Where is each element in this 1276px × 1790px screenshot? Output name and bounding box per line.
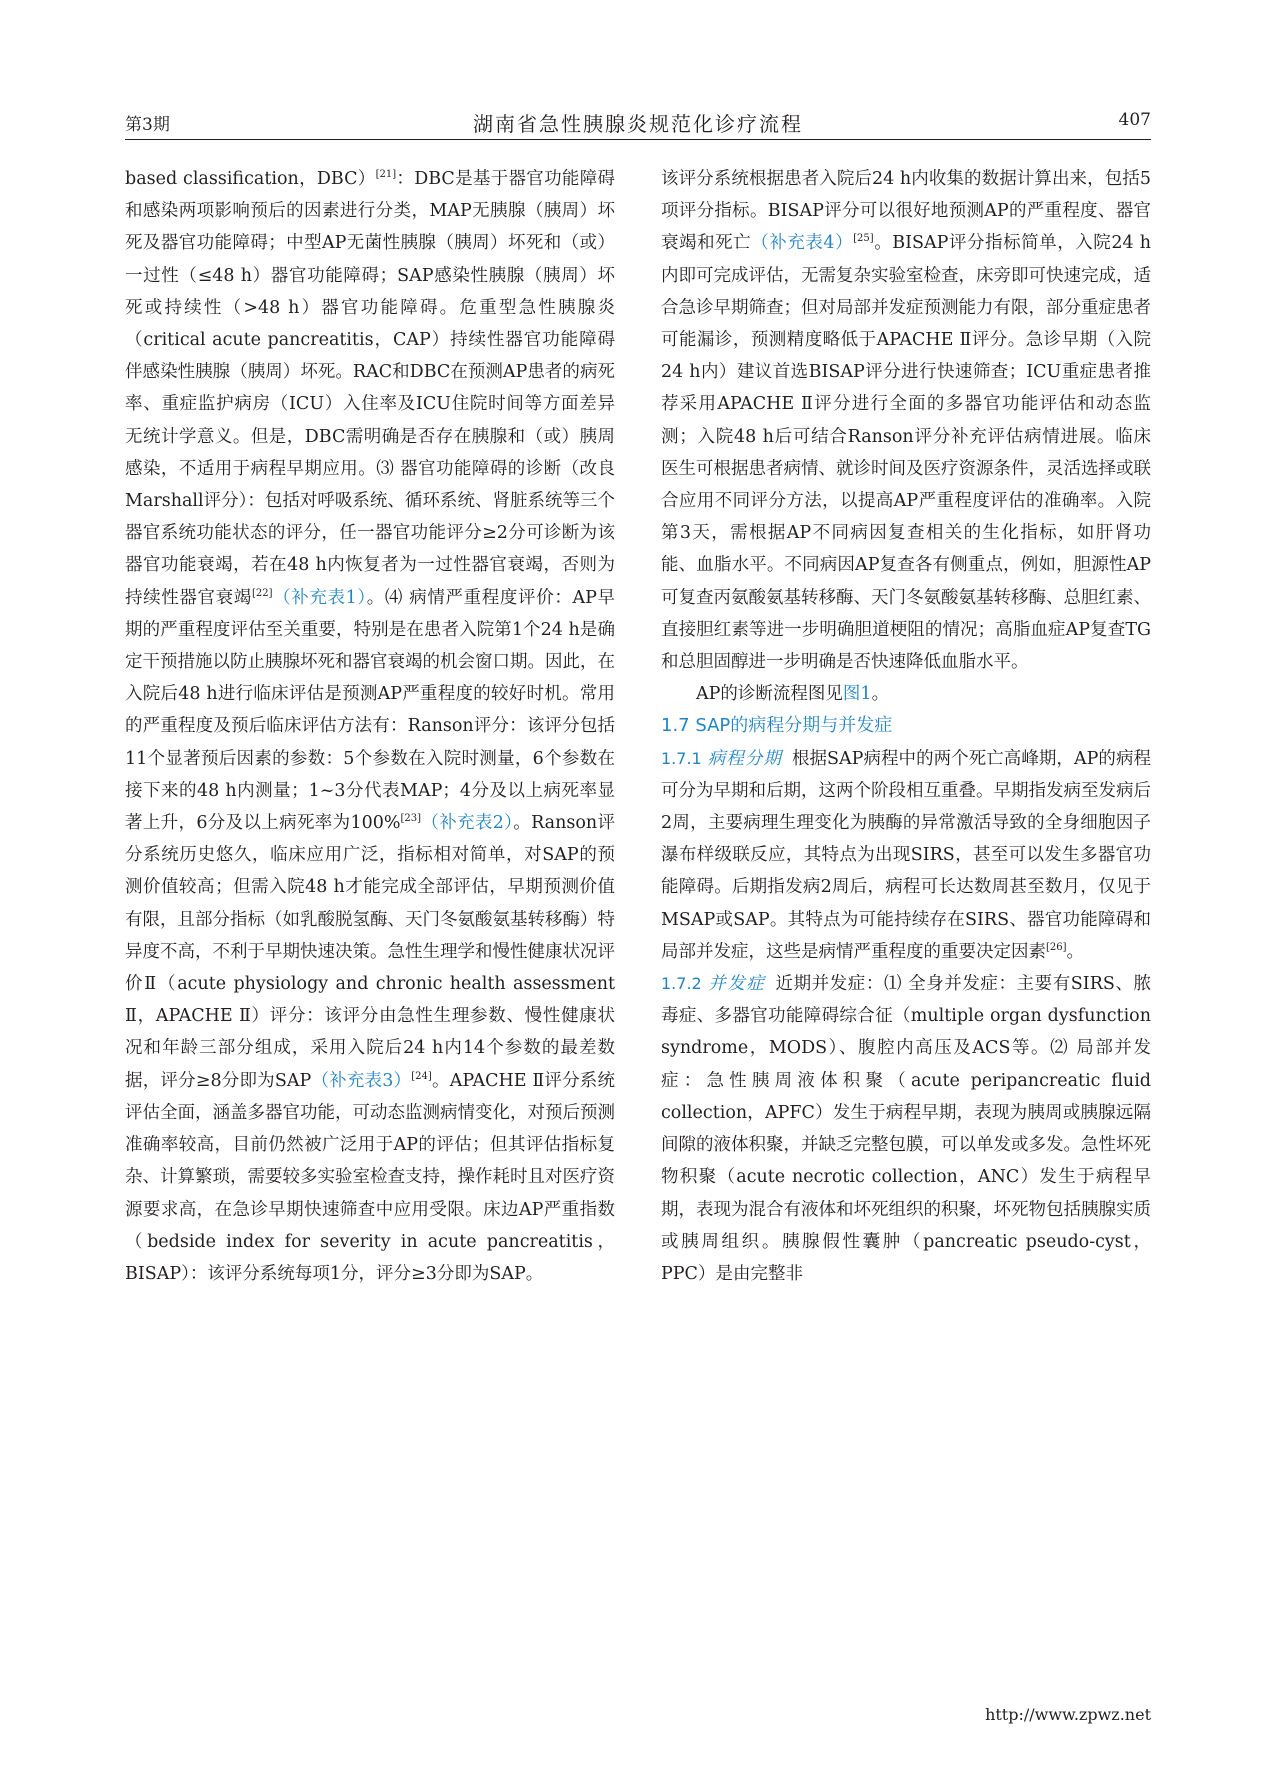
issue-number: 第3期 <box>125 115 170 135</box>
supplementary-table-2-link[interactable]: （补充表2） <box>421 813 514 834</box>
subsection-number: 1.7.2 <box>661 974 702 994</box>
text-run: 。BISAP评分指标简单，入院24 h内即可完成评估，无需复杂实验室检查，床旁即可快速完成，适合急诊早期筛查；但对局部并发症预测能力有限，部分重症患者可能漏诊，预测精度略低于APACHE Ⅱ评分。急诊早期（入院24 h内）建议首选BISAP评分进行快速筛查；ICU重症患者推荐采用APACHE Ⅱ评分进行全面的多器官功能评估和动态监测；入院48 h后可结合Ranson评分补充评估病情进展。临床医生可根据患者病情、就诊时间及医疗资源条件，灵活选择或联合应用不同评分方法，以提高AP严重程度评估的准确率。入院第3天，需根据AP不同病因复查相关的生化指标，如肝肾功能、血脂水平。不同病因AP复查各有侧重点，例如，胆源性AP可复查丙氨酸氨基转移酶、天门冬氨酸氨基转移酶、总胆红素、直接胆红素等进一步明确胆道梗阻的情况；高脂血症AP复查TG和总胆固醇进一步明确是否快速降低血脂水平。 <box>661 233 1151 673</box>
citation-ref-24[interactable]: [24] <box>411 1070 432 1082</box>
text-run: based classification，DBC） <box>125 169 376 189</box>
supplementary-table-1-link[interactable]: （补充表1） <box>272 587 367 608</box>
left-paragraph <box>125 163 615 1290</box>
citation-ref-26[interactable]: [26] <box>1046 942 1067 954</box>
journal-website-url[interactable]: http://www.zpwz.net <box>985 1705 1151 1724</box>
running-header <box>125 110 1151 138</box>
supplementary-table-3-link[interactable]: （补充表3） <box>311 1070 412 1091</box>
text-run: 。 <box>1066 941 1085 962</box>
right-paragraph-1 <box>661 163 1151 678</box>
citation-ref-25[interactable]: [25] <box>853 233 874 245</box>
journal-running-title: 湖南省急性胰腺炎规范化诊疗流程 <box>473 112 803 136</box>
header-divider <box>125 139 1151 140</box>
page-number: 407 <box>1118 110 1151 130</box>
subsection-title: 病程分期 <box>707 748 782 769</box>
citation-ref-23[interactable]: [23] <box>400 813 422 825</box>
section-heading-1-7: 1.7 SAP的病程分期与并发症 <box>661 715 893 737</box>
text-run: 根据SAP病程中的两个死亡高峰期，AP的病程可分为早期和后期，这两个阶段相互重叠。早期指发病至发病后2周，主要病理生理变化为胰酶的异常激活导致的全身细胞因子瀑布样级联反应，其特点为出现SIRS，甚至可以发生多器官功能障碍。后期指发病2周后，病程可长达数周甚至数月，仅见于MSAP或SAP。其特点为可能持续存在SIRS、器官功能障碍和局部并发症，这些是病情严重程度的重要决定因素 <box>661 748 1151 962</box>
text-run: 。 <box>871 684 890 705</box>
subsection-1-7-1 <box>661 743 1151 968</box>
text-run: 。Ranson评分系统历史悠久，临床应用广泛，指标相对简单，对SAP的预测价值较高；但需入院48 h才能完成全部评估，早期预测价值有限，且部分指标（如乳酸脱氢酶、天门冬氨酸氨基转移酶）特异度不高，不利于早期快速决策。急性生理学和慢性健康状况评价Ⅱ（acute physiology and chronic health assessment Ⅱ，APACHE Ⅱ）评分：该评分由急性生理参数、慢性健康状况和年龄三部分组成，采用入院后24 h内14个参数的最差数据，评分≥8分即为SAP <box>125 813 615 1091</box>
subsection-1-7-2 <box>661 968 1151 1290</box>
citation-ref-22[interactable]: [22] <box>251 587 273 599</box>
text-run: 。APACHE Ⅱ评分系统评估全面，涵盖多器官功能，可动态监测病情变化，对预后预测准确率较高，目前仍然被广泛用于AP的评估；但其评估指标复杂、计算繁琐，需要较多实验室检查支持，操作耗时且对医疗资源要求高，在急诊早期快速筛查中应用受限。床边AP严重指数（bedside index for severity in acute pancreatitis，BISAP）：该评分系统每项1分，评分≥3分即为SAP。 <box>125 1070 616 1284</box>
subsection-number: 1.7.1 <box>661 748 702 768</box>
text-run: 。⑷ 病情严重程度评价：AP早期的严重程度评估至关重要，特别是在患者入院第1个24 h是确定干预措施以防止胰腺坏死和器官衰竭的机会窗口期。因此，在入院后48 h进行临床评估是预测AP严重程度的较好时机。常用的严重程度及预后临床评估方法有：Ranson评分：该评分包括11个显著预后因素的参数：5个参数在入院时测量，6个参数在接下来的48 h内测量；1~3分代表MAP；4分及以上病死率显著上升，6分及以上病死率为100% <box>125 587 616 834</box>
citation-ref-21[interactable]: [21] <box>375 169 397 181</box>
text-run: ：DBC是基于器官功能障碍和感染两项影响预后的因素进行分类，MAP无胰腺（胰周）坏死及器官功能障碍；中型AP无菌性胰腺（胰周）坏死和（或）一过性（≤48 h）器官功能障碍；SAP感染性胰腺（胰周）坏死或持续性（>48 h）器官功能障碍。危重型急性胰腺炎（critical acute pancreatitis，CAP）持续性器官功能障碍伴感染性胰腺（胰周）坏死。RAC和DBC在预测AP患者的病死率、重症监护病房（ICU）入住率及ICU住院时间等方面差异无统计学意义。但是，DBC需明确是否存在胰腺和（或）胰周感染，不适用于病程早期应用。⑶ 器官功能障碍的诊断（改良Marshall评分）：包括对呼吸系统、循环系统、肾脏系统等三个器官系统功能状态的评分，任一器官功能评分≥2分可诊断为该器官功能衰竭，若在48 h内恢复者为一过性器官衰竭，否则为持续性器官衰竭 <box>125 169 616 608</box>
text-run: 该评分系统根据患者入院后24 h内收集的数据计算出来，包括5项评分指标。BISAP评分可以很好地预测AP的严重程度、器官衰竭和死亡 <box>661 169 1151 254</box>
supplementary-table-4-link[interactable]: （补充表4） <box>751 233 854 254</box>
text-run: AP的诊断流程图见 <box>696 684 843 705</box>
figure-1-link[interactable]: 图1 <box>842 684 872 705</box>
left-column <box>125 163 615 1290</box>
text-run: 近期并发症：⑴ 全身并发症：主要有SIRS、脓毒症、多器官功能障碍综合征（multiple organ dysfunction syndrome，MODS）、腹腔内高压及ACS等。⑵ 局部并发症：急性胰周液体积聚（acute peripancreatic fluid collection，APFC）发生于病程早期，表现为胰周或胰腺远隔间隙的液体积聚，并缺乏完整包膜，可以单发或多发。急性坏死物积聚（acute necrotic collection，ANC）发生于病程早期，表现为混合有液体和坏死组织的积聚，坏死物包括胰腺实质或胰周组织。胰腺假性囊肿（pancreatic pseudo-cyst，PPC）是由完整非 <box>661 974 1151 1284</box>
right-column <box>661 163 1151 1290</box>
subsection-title: 并发症 <box>707 974 766 995</box>
right-paragraph-2 <box>661 678 1151 710</box>
